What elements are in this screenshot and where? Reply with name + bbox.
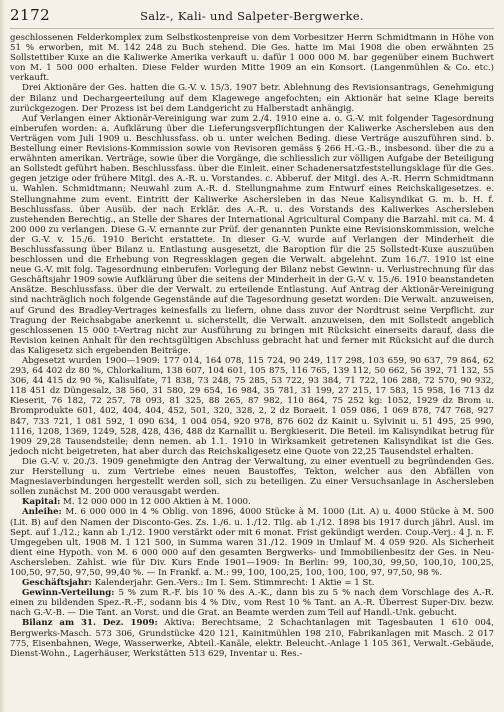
page-shadow (0, 0, 5, 712)
paragraph-text: Drei Aktionäre der Ges. hatten die G.-V. v. 15/3. 1907 betr. Ablehnung des Revisionsantrags, Genehmigung der Bilanz und Dechargeerteilung auf dem Klagewege angefochten; ein Aktionär hat seine Klage bereits zurückgezogen. Der Prozess ist bei dem Landgericht zu Halberstadt anhängig. (10, 83, 494, 114)
page-number: 2172 (10, 6, 51, 24)
section-label: Bilanz am 31. Dez. 1909: (22, 618, 158, 629)
section-label: Anleihe: (22, 507, 62, 518)
paragraph (10, 507, 494, 578)
page-header (10, 6, 494, 29)
paragraph (10, 618, 494, 658)
section-label: Geschäftsjahr: (22, 578, 92, 589)
paragraph (10, 33, 494, 83)
section-label: Gewinn-Verteilung: (22, 588, 115, 599)
paragraph-text: Auf Verlangen einer Aktionär-Vereinigung war zum 2./4. 1910 eine a. o. G.-V. mit folgender Tagesordnung einberufen worden: a. Aufklärung über die Lieferungsverpflichtungen der Kaliwerke Aschersleben aus den Verträgen vom Juli 1909 u. Beschlussfass. ob u. unter welchen Beding. diese Verträge auszuführen sind. b. Bestellung einer Revisions-Kommission sowie von Revisoren gemäss § 266 H.-G.-B., insbesond. über die zu a erwähnten amerikan. Verträge, sowie über die Vorgänge, die schliesslich zur völligen Aufgabe der Beteiligung an Sollstedt geführt haben. Beschlussfass. über die Einleit. einer Schadenersatzfeststellungsklage für die Ges. gegen jetzige oder frühere Mitgl. des A.-R. u. Vorstandes. c. Abberuf. der Mitgl. des A.-R. Herrn Schmidtmann u. Wahlen. Schmidtmann; Neuwahl zum A.-R. d. Stellungnahme zum Entwurf eines Reichskaligesetzes. e. Stellungnahme zum event. Eintritt der Kaliwerke Aschersleben in das Neue Kalisyndikat G. m. b. H. f. Beschlussfass. über Ausüb. der nach Erklär. des A.-R. u. des Vorstands des Kaliwerkes Aschersleben zustehenden Berechtig., an Stelle der Shares der International Agricultural Company die Barzahl. mit ca. M. 4 200 000 zu verlangen. Diese G.-V. ernannte zur Prüf. der genannten Punkte eine Revisionskommission, welche der G.-V. v. 15./6. 1910 Bericht erstattete. In dieser G.-V. wurde auf Verlangen der Minderheit die Beschlussfassung über Bilanz u. Entlastung ausgesetzt, die Baroption für die 25 Sollstedt-Kuxe auszuüben beschlossen und die Erhebung von Regressklagen gegen die Verwalt. abgelehnt. Zum 16./7. 1910 ist eine neue G.-V. mit folg. Tagesordnung einberufen: Vorlegung der Bilanz nebst Gewinn- u. Verlustrechnung für das Geschäftsjahr 1909 sowie Aufklärung über die seitens der Minderheit in der G.-V. v. 15./6. 1910 beanstandeten Ansätze. Beschlussfass. über die der Verwalt. zu erteilende Entlastung. Auf Antrag der Aktionär-Vereinigung sind nachträglich noch folgende Gegenstände auf die Tagesordnung gesetzt worden: Die Verwalt. anzuweisen, auf Grund des Bradley-Vertrages keinesfalls zu liefern, ohne dass zuvor der Nordtrust seine Verpflicht. zur Tragung der Reichsabgabe anerkennt u. sicherstellt, die Verwalt. anzuweisen, den mit Sollstedt angeblich geschlossenen 15 000 t-Vertrag nicht zur Ausführung zu bringen mit Rücksicht einerseits darauf, dass die Revision keinen Anhalt für den rechtsgültigen Abschluss gebracht hat und ferner mit Rücksicht auf die durch das Kaligesetz sich ergebenden Beiträge. (10, 113, 494, 356)
paragraph (10, 588, 494, 618)
paragraph (10, 83, 494, 113)
paragraph (10, 497, 494, 507)
paragraph-text: Aktiva: Berechtsame, 2 Schachtanlagen mit Tagesbauten 1 610 004, Bergwerks-Masch. 573 306, Grundstücke 420 121, Kainitmühlen 198 210, Fabrikanlagen mit Masch. 2 017 775, Eisenbahnen, Wege, Wasserwerke, Abteil.-Kanäle, elektr. Beleucht.-Anlage 1 105 361, Verwalt.-Gebäude, Dienst-Wohn., Lagerhäuser, Werkstätten 513 629, Inventar u. Res.- (10, 618, 494, 659)
paragraph-text: M. 6 000 000 in 4 % Oblig. von 1896, 4000 Stücke à M. 1000 (Lit. A) u. 4000 Stücke à M. 500 (Lit. B) auf den Namen der Disconto-Ges. Zs. 1./6. u. 1./12. Tilg. ab 1./12. 1898 bis 1917 durch jährl. Ausl. im Sept. auf 1./12.; kann ab 1./12. 1900 verstärkt oder mit 6 monat. Frist gekündigt werden. Coup.-Verj.: 4 J. n. F. Umgegeben ult. 1908 M. 1 121 500, in Summa waren 31./12. 1909 in Umlauf M. 4 059 920. Als Sicherheit dient eine Hypoth. von M. 6 000 000 auf den gesamten Bergwerks- und Immobilienbesitz der Ges. in Neu-Aschersleben. Zahlst. wie für Div. Kurs Ende 1901—1909: In Berlin: 99, 100,30, 99,50, 100,10, 100,25, 100,50, 97,50, 97,50, 99,40 %. — In Frankf. a. M.: 99, 100, 100,25, 100, 100, 100, 97, 97,50, 98 %. (10, 507, 494, 578)
paragraph-text: M. 12 000 000 in 12 000 Aktien à M. 1000. (63, 497, 251, 508)
paragraph-text: Abgesetzt wurden 1900—1909: 177 014, 164 078, 115 724, 90 249, 117 298, 103 659, 90 637, 79 864, 62 293, 64 402 dz 80 %, Chlorkalium, 138 607, 104 601, 105 875, 116 765, 139 112, 50 662, 56 392, 71 132, 55 306, 44 415 dz 90 %, Kalisulfate, 71 838, 73 248, 75 285, 53 722, 93 384, 71 722, 106 288, 72 570, 90 932, 118 451 dz Düngesalz, 38 560, 31 580, 29 654, 16 984, 35 781, 31 199, 27 215, 17 583, 15 958, 16 713 dz Kieserit, 76 182, 72 257, 78 093, 81 325, 88 265, 87 982, 110 864, 75 252 kg: 1052, 1929 dz Brom u. Bromprodukte 601, 402, 404, 404, 452, 501, 320, 328, 2, 2 dz Boraeit. 1 059 086, 1 069 878, 747 768, 927 847, 733 721, 1 081 592, 1 090 634, 1 004 054, 920 978, 876 602 dz Kainit u. Sylvinit u. 51 495, 25 990, 1116, 1208, 1369, 1249, 528, 428, 436, 488 dz Karnallit u. Bergkieserit. Die Beteil. im Kalisyndikat betrug für 1909 29,28 Tausendsteile; denn nemen. ab 1.1. 1910 in Wirksamkeit getretenen Kalisyndikat ist die Ges. jedoch nicht beigetreten, hat aber durch das Reichskaligesetz eine Quote von 22,25 Tausendstel erhalten. (10, 356, 494, 457)
paragraph (10, 578, 494, 588)
running-head: Salz-, Kali- und Salpeter-Bergwerke. (140, 9, 364, 23)
paragraph-text: 5 % zum R.-F. bis 10 % des A.-K., dann bis zu 5 % nach dem Vorschlage des A.-R. einen zu bildenden Spez.-R.-F., sodann bis 4 % Div., vom Rest 10 % Tant. an A.-R. Überrest Super-Div. bezw. nach G.-V.-B. — Die Tant. an Vorst. und die Grat. an Beamte werden zum Teil auf Handl.-Unk. gebucht. (10, 588, 495, 619)
paragraph (10, 356, 494, 457)
paragraph (10, 114, 494, 356)
body-text (10, 33, 494, 659)
section-label: Kapital: (22, 497, 61, 508)
paragraph (10, 457, 494, 497)
paragraph-text: Kalenderjahr. Gen.-Vers.: Im I. Sem. Stimmrecht: 1 Aktie = 1 St. (94, 578, 375, 589)
paragraph-text: Die G.-V. v. 20./3. 1909 genehmigte den Antrag der Verwaltung, zu einer eventuell zu begründenden Ges. zur Herstellung u. zum Vertriebe eines neuen Baustoffes, Tekton, welcher aus den Abfällen von Magnesiaverbindungen hergestellt werden soll, sich zu beteiligen. Zu einer Versuchsanlage in Aschersleben sollen zunächst M. 200 000 verausgabt werden. (10, 456, 494, 498)
paragraph-text: geschlossenen Felderkomplex zum Selbstkostenpreise von dem Vorbesitzer Herrn Schmidtmann in Höhe von 51 % erworben, mit M. 142 248 zu Buch stehend. Die Ges. hatte im Mai 1908 die oben erwähnten 25 Sollstettiber Kuxe an die Kaliwerke Amerika verkauft u. dafür 1 000 000 M. bar gegenüber einem Buchwert von M. 1 500 000 erhalten. Diese Felder wurden Mitte 1909 an ein Konsort. (Langenmühlen & Co. etc.) verkauft. (10, 33, 494, 84)
